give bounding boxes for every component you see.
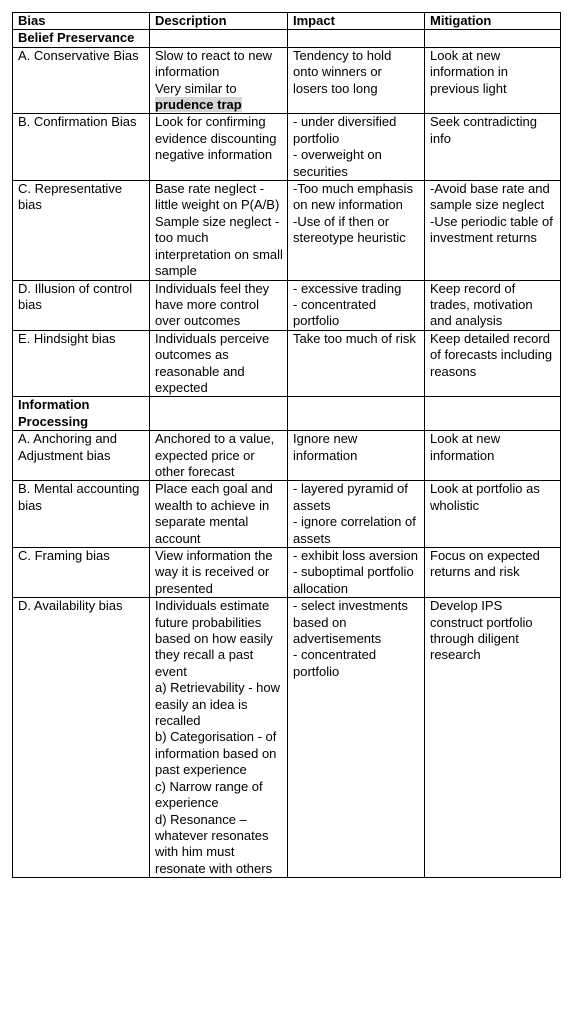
description-cell-line: Slow to react to new information <box>155 47 273 80</box>
description-cell-line: Very similar to <box>155 80 237 96</box>
header-mitigation: Mitigation <box>425 13 561 30</box>
description-cell-line: Individuals estimate future probabilities based on how easily they recall a past event <box>155 598 273 679</box>
empty-cell <box>425 397 561 431</box>
impact-cell-line: Take too much of risk <box>293 330 416 346</box>
mitigation-cell-line: Develop IPS construct portfolio through diligent research <box>430 598 533 663</box>
empty-cell <box>425 30 561 47</box>
description-cell-line: b) Categorisation - of information based on past experience <box>155 729 277 778</box>
description-cell-line: Anchored to a value, expected price or other forecast <box>155 431 275 479</box>
description-cell-line: a) Retrievability - how easily an idea is recalled <box>155 680 280 729</box>
bias-cell: A. Conservative Bias <box>13 47 150 114</box>
impact-cell <box>288 114 425 181</box>
highlighted-term: prudence trap <box>155 97 242 113</box>
description-cell <box>150 548 288 598</box>
mitigation-cell <box>425 330 561 397</box>
impact-cell-line: -Too much emphasis on new information <box>293 181 413 213</box>
impact-cell-line: - excessive trading <box>293 280 402 296</box>
header-impact: Impact <box>288 13 425 30</box>
impact-cell <box>288 481 425 548</box>
impact-cell-line: - layered pyramid of assets <box>293 481 408 513</box>
impact-cell-line: - overweight on securities <box>293 147 382 179</box>
bias-cell: D. Availability bias <box>13 598 150 878</box>
description-cell <box>150 181 288 280</box>
impact-cell-line: - exhibit loss aversion <box>293 548 418 563</box>
mitigation-cell-line: Look at portfolio as wholistic <box>430 481 540 513</box>
impact-cell <box>288 280 425 330</box>
mitigation-cell <box>425 47 561 114</box>
mitigation-cell <box>425 431 561 481</box>
impact-cell <box>288 431 425 481</box>
bias-table <box>12 12 561 878</box>
mitigation-cell-line: -Use periodic table of investment returns <box>430 213 553 246</box>
bias-cell: C. Framing bias <box>13 548 150 598</box>
description-cell <box>150 330 288 397</box>
mitigation-cell-line: Keep record of trades, motivation and analysis <box>430 280 533 329</box>
impact-cell <box>288 181 425 280</box>
table-row <box>13 431 561 481</box>
table-row <box>13 181 561 280</box>
impact-cell-line: - concentrated portfolio <box>293 296 377 329</box>
mitigation-cell-line: Seek contradicting info <box>430 114 537 146</box>
mitigation-cell <box>425 481 561 548</box>
impact-cell <box>288 548 425 598</box>
impact-cell <box>288 330 425 397</box>
empty-cell <box>150 30 288 47</box>
section-title: Belief Preservance <box>13 30 150 47</box>
description-cell-line: c) Narrow range of experience <box>155 778 263 811</box>
bias-cell: A. Anchoring and Adjustment bias <box>13 431 150 481</box>
bias-cell: D. Illusion of control bias <box>13 280 150 330</box>
description-cell <box>150 47 288 114</box>
impact-cell-line: - select investments based on advertisements <box>293 598 408 647</box>
description-cell-line: Individuals perceive outcomes as reasonable and expected <box>155 330 270 395</box>
header-bias: Bias <box>13 13 150 30</box>
description-cell <box>150 114 288 181</box>
mitigation-cell-line: Keep detailed record of forecasts including reasons <box>430 330 553 379</box>
bias-cell: E. Hindsight bias <box>13 330 150 397</box>
mitigation-cell <box>425 181 561 280</box>
description-cell <box>150 431 288 481</box>
impact-cell-line: Ignore new information <box>293 431 358 463</box>
mitigation-cell-line: -Avoid base rate and sample size neglect <box>430 181 550 213</box>
empty-cell <box>288 397 425 431</box>
section-title: Information Processing <box>13 397 150 431</box>
description-cell <box>150 598 288 878</box>
table-row <box>13 548 561 598</box>
description-cell-line: Place each goal and wealth to achieve in separate mental account <box>155 481 273 546</box>
description-cell-line: Individuals feel they have more control over outcomes <box>155 280 270 329</box>
description-cell <box>150 280 288 330</box>
section-row <box>13 30 561 47</box>
impact-cell-line: -Use of if then or stereotype heuristic <box>293 213 406 246</box>
description-cell <box>150 481 288 548</box>
bias-cell: C. Representative bias <box>13 181 150 280</box>
table-row <box>13 280 561 330</box>
empty-cell <box>150 397 288 431</box>
header-description: Description <box>150 13 288 30</box>
table-row <box>13 481 561 548</box>
mitigation-cell-line: Focus on expected returns and risk <box>430 548 540 580</box>
description-cell-line: View information the way it is received or presented <box>155 548 273 596</box>
section-row <box>13 397 561 431</box>
table-row <box>13 598 561 878</box>
mitigation-cell <box>425 280 561 330</box>
table-row <box>13 47 561 114</box>
table-row <box>13 330 561 397</box>
table-row <box>13 114 561 181</box>
bias-cell: B. Mental accounting bias <box>13 481 150 548</box>
impact-cell-line: - under diversified portfolio <box>293 114 397 146</box>
mitigation-cell-line: Look at new information in previous light <box>430 47 509 96</box>
description-cell-line: Base rate neglect - little weight on P(A/B) <box>155 181 280 213</box>
impact-cell-line: - concentrated portfolio <box>293 647 377 679</box>
impact-cell <box>288 598 425 878</box>
description-cell-line: d) Resonance – whatever resonates with him must resonate with others <box>155 811 273 876</box>
impact-cell-line: - ignore correlation of assets <box>293 514 416 546</box>
impact-cell <box>288 47 425 114</box>
mitigation-cell-line: Look at new information <box>430 431 501 463</box>
impact-cell-line: Tendency to hold onto winners or losers too long <box>293 47 392 96</box>
empty-cell <box>288 30 425 47</box>
description-cell-line: Look for confirming evidence discounting negative information <box>155 114 277 163</box>
mitigation-cell <box>425 598 561 878</box>
impact-cell-line: - suboptimal portfolio allocation <box>293 564 414 596</box>
bias-cell: B. Confirmation Bias <box>13 114 150 181</box>
mitigation-cell <box>425 114 561 181</box>
mitigation-cell <box>425 548 561 598</box>
header-row <box>13 13 561 30</box>
description-cell-line: Sample size neglect - too much interpretation on small sample <box>155 213 283 279</box>
table-body <box>13 30 561 878</box>
